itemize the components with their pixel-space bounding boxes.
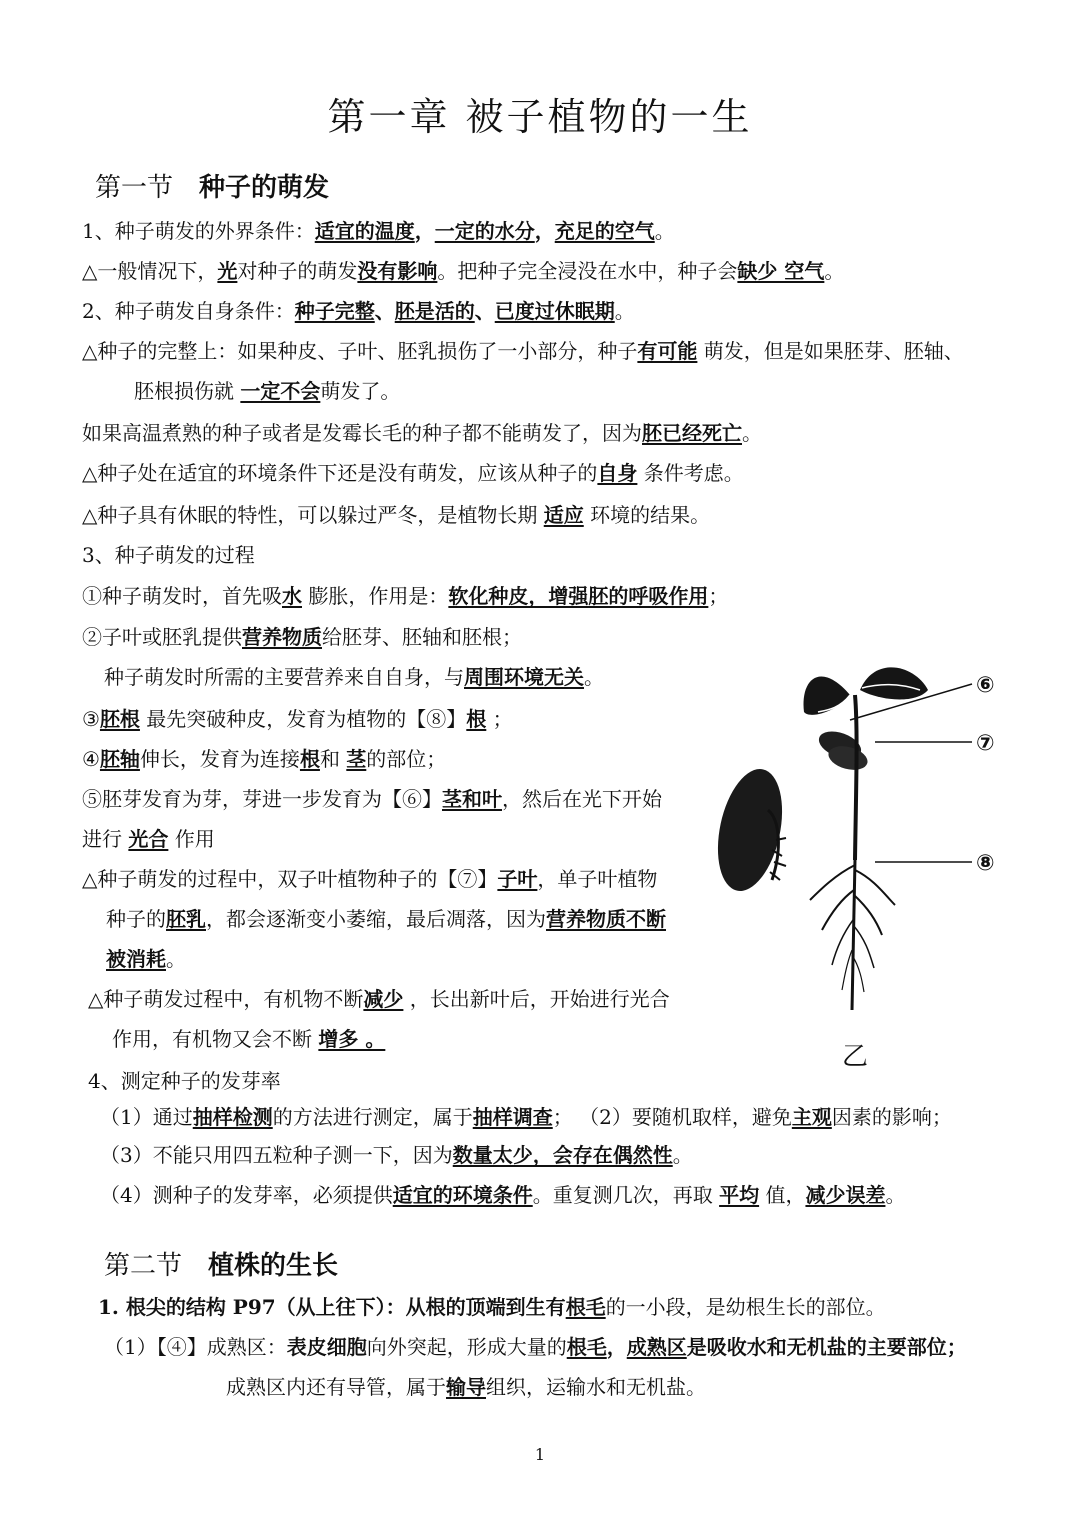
answer: 胚根 bbox=[99, 707, 140, 731]
answer: 水 bbox=[282, 584, 302, 608]
line-6: 如果高温煮熟的种子或者是发霉长毛的种子都不能萌发了，因为胚已经死亡。 bbox=[82, 421, 762, 445]
answer: 抽样调查 bbox=[472, 1105, 553, 1129]
line-3: 2、种子萌发自身条件：种子完整、胚是活的、已度过休眠期。 bbox=[82, 299, 635, 323]
answer: 适应 bbox=[543, 503, 584, 527]
answer: 输导 bbox=[446, 1375, 486, 1399]
answer: 根 bbox=[299, 747, 320, 771]
line-12: 种子萌发时所需的主要营养来自自身，与周围环境无关。 bbox=[104, 665, 604, 689]
answer: 增多 。 bbox=[318, 1027, 386, 1051]
answer: 平均 bbox=[719, 1183, 760, 1207]
answer: 有可能 bbox=[637, 339, 698, 363]
section-name: 植株的生长 bbox=[208, 1251, 339, 1281]
line-19: 被消耗。 bbox=[106, 947, 186, 971]
roots bbox=[810, 860, 895, 1010]
answer: 减少误差 bbox=[805, 1183, 886, 1207]
germinating-seed bbox=[708, 763, 792, 897]
answer: 营养物质 bbox=[242, 625, 322, 649]
answer: 子叶 bbox=[497, 867, 538, 891]
label-7: ⑦ bbox=[976, 731, 995, 756]
section-2-heading bbox=[104, 1250, 338, 1282]
line-20: △种子萌发过程中，有机物不断减少 ，长出新叶后，开始进行光合 bbox=[88, 987, 670, 1011]
answer: 光合 bbox=[128, 827, 169, 851]
line-16: 进行 光合 作用 bbox=[82, 827, 215, 851]
answer: 周围环境无关 bbox=[464, 665, 584, 689]
answer: 根毛 bbox=[565, 1295, 606, 1319]
line-21: 作用，有机物又会不断 增多 。 bbox=[112, 1027, 386, 1051]
line-13: ③胚根 最先突破种皮，发育为植物的【⑧】根 ； bbox=[82, 707, 513, 731]
answer: 减少 bbox=[363, 987, 404, 1011]
answer: 适宜的环境条件 bbox=[392, 1183, 533, 1207]
answer: 一定的水分 bbox=[434, 219, 535, 243]
answer: 被消耗 bbox=[106, 947, 166, 971]
section-name: 种子的萌发 bbox=[199, 173, 330, 203]
answer: 数量太少，会存在偶然性 bbox=[452, 1143, 673, 1167]
answer: 茎 bbox=[346, 747, 367, 771]
line-22: 4、测定种子的发芽率 bbox=[88, 1069, 281, 1093]
line-11: ②子叶或胚乳提供营养物质给胚芽、胚轴和胚根； bbox=[82, 625, 522, 649]
answer: 缺少 空气 bbox=[737, 259, 825, 283]
line-2: △一般情况下，光对种子的萌发没有影响。把种子完全浸没在水中，种子会缺少 空气。 bbox=[82, 259, 845, 283]
answer: 抽样检测 bbox=[192, 1105, 273, 1129]
answer: 根 bbox=[466, 707, 487, 731]
answer: 适宜的温度 bbox=[314, 219, 415, 243]
line-m1: 1. 根尖的结构 P97（从上往下）：从根的顶端到生有根毛的一小段，是幼根生长的部位。 bbox=[98, 1295, 886, 1319]
answer: 自身 bbox=[597, 461, 638, 485]
answer: 胚乳 bbox=[166, 907, 206, 931]
line-23: （1）通过抽样检测的方法进行测定，属于抽样调查； （2）要随机取样，避免主观因素的影响； bbox=[100, 1105, 952, 1129]
line-18: 种子的胚乳，都会逐渐变小萎缩，最后凋落，因为营养物质不断 bbox=[106, 907, 666, 931]
seedling-diagram bbox=[700, 650, 1010, 1080]
page-title: 第一章 被子植物的一生 bbox=[327, 95, 753, 139]
stem bbox=[855, 695, 857, 860]
label-6: ⑥ bbox=[976, 673, 995, 698]
label-leader-lines bbox=[850, 684, 972, 862]
line-17: △种子萌发的过程中，双子叶植物种子的【⑦】子叶，单子叶植物 bbox=[82, 867, 658, 891]
line-9: 3、种子萌发的过程 bbox=[82, 543, 255, 567]
line-25: （4）测种子的发芽率，必须提供适宜的环境条件。重复测几次，再取 平均 值，减少误差。 bbox=[100, 1183, 906, 1207]
answer: 茎和叶 bbox=[442, 787, 502, 811]
answer: 成熟区 bbox=[626, 1335, 687, 1359]
cotyledons bbox=[815, 726, 870, 774]
section-number: 第二节 bbox=[104, 1251, 183, 1281]
answer: 胚已经死亡 bbox=[642, 421, 742, 445]
section-number: 第一节 bbox=[95, 173, 174, 203]
answer: 软化种皮，增强胚的呼吸作用 bbox=[448, 584, 709, 608]
answer: 根毛 bbox=[566, 1335, 607, 1359]
label-8: ⑧ bbox=[976, 851, 995, 876]
line-5: 胚根损伤就 一定不会萌发了。 bbox=[134, 379, 401, 403]
line-1: 1、种子萌发的外界条件：适宜的温度，一定的水分，充足的空气。 bbox=[82, 219, 675, 243]
line-14: ④胚轴伸长，发育为连接根和 茎的部位； bbox=[82, 747, 447, 771]
answer: 已度过休眠期 bbox=[494, 299, 615, 323]
answer: 光 bbox=[217, 259, 238, 283]
answer: 充足的空气 bbox=[554, 219, 655, 243]
page-number: 1 bbox=[534, 1445, 546, 1464]
answer: 表皮细胞 bbox=[286, 1335, 367, 1359]
answer: 主观 bbox=[791, 1105, 832, 1129]
line-m2: （1）【④】成熟区：表皮细胞向外突起，形成大量的根毛，成熟区是吸收水和无机盐的主要部位； bbox=[104, 1335, 967, 1359]
section-1-heading bbox=[95, 172, 329, 204]
line-15: ⑤胚芽发育为芽，芽进一步发育为【⑥】茎和叶，然后在光下开始 bbox=[82, 787, 662, 811]
answer: 一定不会 bbox=[240, 379, 321, 403]
answer: 营养物质不断 bbox=[546, 907, 666, 931]
line-10: ①种子萌发时，首先吸水 膨胀，作用是：软化种皮，增强胚的呼吸作用； bbox=[82, 584, 729, 608]
answer: 种子完整 bbox=[294, 299, 375, 323]
young-leaves bbox=[803, 667, 928, 714]
answer: 没有影响 bbox=[357, 259, 438, 283]
answer: 胚轴 bbox=[99, 747, 140, 771]
line-24: （3）不能只用四五粒种子测一下，因为数量太少，会存在偶然性。 bbox=[100, 1143, 693, 1167]
line-4: △种子的完整上：如果种皮、子叶、胚乳损伤了一小部分，种子有可能 萌发，但是如果胚芽、胚轴、 bbox=[82, 339, 964, 363]
answer: 胚是活的 bbox=[394, 299, 475, 323]
line-8: △种子具有休眠的特性，可以躲过严冬，是植物长期 适应 环境的结果。 bbox=[82, 503, 711, 527]
line-m3: 成熟区内还有导管，属于输导组织，运输水和无机盐。 bbox=[226, 1375, 706, 1399]
figure-caption: 乙 bbox=[842, 1042, 869, 1072]
line-7: △种子处在适宜的环境条件下还是没有萌发，应该从种子的自身 条件考虑。 bbox=[82, 461, 744, 485]
